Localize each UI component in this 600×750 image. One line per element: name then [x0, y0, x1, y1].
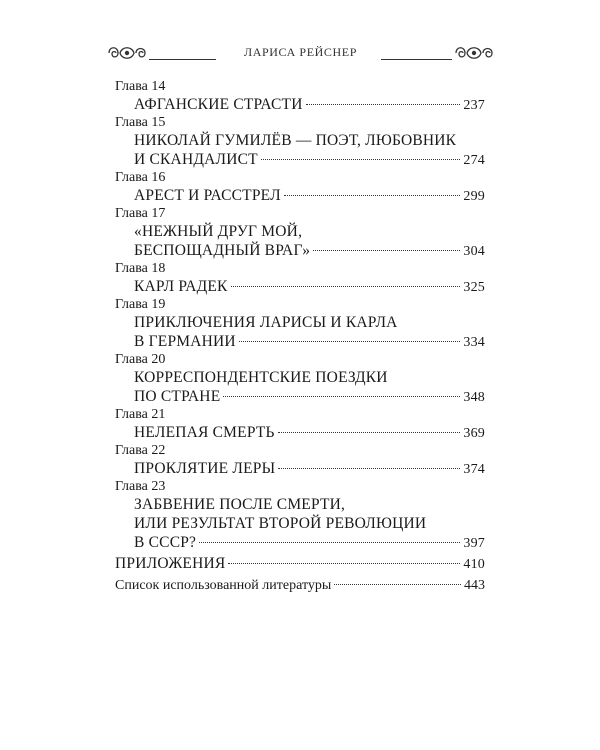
dot-leader — [199, 542, 460, 543]
header-rule-right — [381, 59, 452, 60]
chapter-label: Глава 21 — [115, 407, 166, 422]
toc-entry — [115, 78, 485, 114]
chapter-label: Глава 19 — [115, 297, 166, 312]
page-number: 334 — [463, 335, 485, 350]
chapter-title-line: ПРИКЛЮЧЕНИЯ ЛАРИСЫ И КАРЛА — [134, 314, 398, 331]
chapter-label: Глава 16 — [115, 170, 166, 185]
toc-entry — [115, 351, 485, 406]
entry-title: АФГАНСКИЕ СТРАСТИ — [134, 96, 303, 113]
page-number: 369 — [463, 426, 485, 441]
toc-entry — [115, 205, 485, 260]
chapter-title-line: ИЛИ РЕЗУЛЬТАТ ВТОРОЙ РЕВОЛЮЦИИ — [134, 515, 427, 532]
chapter-entry-link[interactable] — [115, 332, 485, 351]
entry-title: В ГЕРМАНИИ — [134, 333, 236, 350]
page-number: 237 — [463, 98, 485, 113]
running-header — [107, 40, 494, 66]
dot-leader — [278, 468, 460, 469]
entry-title: И СКАНДАЛИСТ — [134, 151, 258, 168]
toc-entry — [115, 296, 485, 351]
chapter-entry-link[interactable] — [115, 533, 485, 552]
table-of-contents — [115, 78, 485, 596]
dot-leader — [306, 104, 461, 105]
entry-title: ПРИЛОЖЕНИЯ — [115, 555, 226, 572]
dot-leader — [334, 584, 461, 585]
entry-title: НЕЛЕПАЯ СМЕРТЬ — [134, 424, 275, 441]
chapter-entry-link[interactable] — [115, 95, 485, 114]
page-number: 443 — [464, 578, 485, 593]
toc-entry — [115, 478, 485, 552]
page-number: 304 — [463, 244, 485, 259]
page-number: 274 — [463, 153, 485, 168]
toc-entry — [115, 406, 485, 442]
chapter-label: Глава 14 — [115, 79, 166, 94]
entry-title: В СССР? — [134, 534, 197, 551]
page-number: 397 — [463, 536, 485, 551]
page-number: 325 — [463, 280, 485, 295]
toc-entry — [115, 114, 485, 169]
appendix-entry-link[interactable] — [115, 554, 485, 574]
entry-title: ПРОКЛЯТИЕ ЛЕРЫ — [134, 460, 276, 477]
entry-title: КАРЛ РАДЕК — [134, 278, 228, 295]
page-number: 348 — [463, 390, 485, 405]
chapter-label: Глава 15 — [115, 115, 166, 130]
toc-entry — [115, 169, 485, 205]
dot-leader — [278, 432, 461, 433]
chapter-entry-link[interactable] — [115, 277, 485, 296]
page-number: 410 — [463, 557, 485, 572]
chapter-entry-link[interactable] — [115, 186, 485, 205]
chapter-title-line: «НЕЖНЫЙ ДРУГ МОЙ, — [134, 223, 303, 240]
running-title: ЛАРИСА РЕЙСНЕР — [244, 45, 357, 59]
entry-title: БЕСПОЩАДНЫЙ ВРАГ» — [134, 242, 311, 259]
chapter-title-line: КОРРЕСПОНДЕНТСКИЕ ПОЕЗДКИ — [134, 369, 388, 386]
chapter-label: Глава 22 — [115, 443, 166, 458]
chapter-label: Глава 20 — [115, 352, 166, 367]
dot-leader — [261, 159, 461, 160]
chapter-title-line: НИКОЛАЙ ГУМИЛЁВ — ПОЭТ, ЛЮБОВНИК — [134, 132, 457, 149]
chapter-entry-link[interactable] — [115, 423, 485, 442]
chapter-label: Глава 18 — [115, 261, 166, 276]
chapter-entry-link[interactable] — [115, 150, 485, 169]
entry-title: ПО СТРАНЕ — [134, 388, 221, 405]
dot-leader — [284, 195, 461, 196]
chapter-entry-link[interactable] — [115, 459, 485, 478]
chapter-title-line: ЗАБВЕНИЕ ПОСЛЕ СМЕРТИ, — [134, 496, 346, 513]
entry-title: Список использованной литературы — [115, 578, 332, 593]
chapter-label: Глава 23 — [115, 479, 166, 494]
dot-leader — [231, 286, 461, 287]
ornament-right-icon — [454, 43, 494, 63]
bibliography-entry-link[interactable] — [115, 576, 485, 596]
page-number: 374 — [463, 462, 485, 477]
dot-leader — [239, 341, 461, 342]
toc-entry — [115, 260, 485, 296]
dot-leader — [223, 396, 460, 397]
page-number: 299 — [463, 189, 485, 204]
entry-title: АРЕСТ И РАССТРЕЛ — [134, 187, 281, 204]
dot-leader — [228, 563, 460, 564]
toc-entry — [115, 442, 485, 478]
chapter-entry-link[interactable] — [115, 387, 485, 406]
chapter-label: Глава 17 — [115, 206, 166, 221]
dot-leader — [313, 250, 460, 251]
chapter-entry-link[interactable] — [115, 241, 485, 260]
